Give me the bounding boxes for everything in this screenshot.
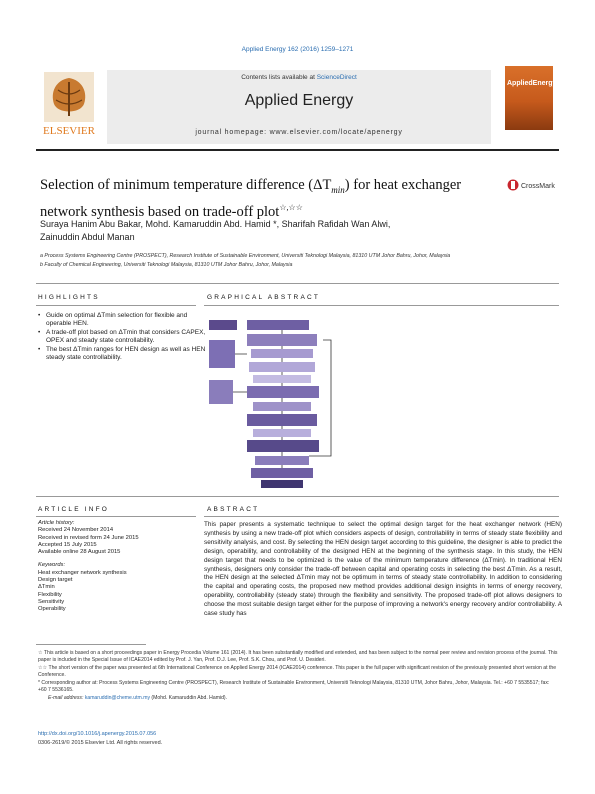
journal-homepage <box>107 129 491 136</box>
highlights-list <box>38 312 208 363</box>
title-footnote-marks[interactable]: ☆,☆☆ <box>279 202 303 212</box>
keywords-label: Keywords: <box>38 562 66 569</box>
article-info-heading: ARTICLE INFO <box>38 506 110 513</box>
abstract-rule <box>204 516 559 517</box>
journal-name: Applied Energy <box>244 92 354 109</box>
email-link[interactable]: kamaruddin@cheme.utm.my <box>84 694 150 701</box>
graphical-abstract-heading: GRAPHICAL ABSTRACT <box>207 294 321 301</box>
abstract-text: This paper presents a systematic technique to select the optimal design target for the heat exchanger network (HEN) synthesis by using a new trade-off plot which considers aspects of design, controllability in terms of steady state flexibility and sensitivity analysis, and cost. By selecting the HEN design target according to this guideline, the designer is able to predict the design, operability, and controllability of the designed HEN at the beginning of the synthesis stage. In this study, the HEN design target that needs to be optimized is the value of the minimum temperature difference (ΔTmin). In traditional HEN synthesis, designers only consider the trade-off between capital and operating costs in selecting the best ΔTmin. As a result, the HEN design at the selected ΔTmin may not be optimum in terms of steady state controllability. In addition to considering the capital and operating costs, the proposed new method provides additional design insights in terms of energy recovery, operability, controllability (steady state) through the flexibility and sensitivity. The proposed trade-off plot allows designers to choose the most suitable design target either for the purpose of improving a network's energy recovery and/or controllability. A case study has <box>204 521 562 618</box>
journal-cover-thumbnail[interactable] <box>505 66 557 130</box>
keyword: Flexibility <box>38 591 62 598</box>
contents-prefix: Contents lists available at <box>241 74 317 81</box>
footnote-1: ☆ This article is based on a short proceedings paper in Energy Procedia Volume 161 (2014). It has been substantially modified and extended, and has been subject to the normal peer review and revision process of the journal. This paper is included in the Special Issue of ICAE2014 edited by Prof. J. Yan, Prof. D.J. Lee, Prof. S.K. Chou, and Prof. U. Desideri. <box>38 650 558 664</box>
sciencedirect-link[interactable]: ScienceDirect <box>316 74 357 81</box>
graphical-abstract-flowchart[interactable] <box>207 316 357 490</box>
highlight-item: • Guide on optimal ΔTmin selection for flexible and operable HEN. <box>46 312 208 329</box>
article-info-rule <box>36 516 196 517</box>
keyword: Operability <box>38 606 66 613</box>
highlight-item: • A trade-off plot based on ΔTmin that considers CAPEX, OPEX and steady state controllability. <box>46 329 208 346</box>
cover-title: AppliedEnergy <box>507 80 557 87</box>
history-received: Received 24 November 2014 <box>38 527 114 534</box>
abstract-heading: ABSTRACT <box>207 506 260 513</box>
header-rule <box>36 149 559 151</box>
keyword: ΔTmin <box>38 584 55 591</box>
copyright-line: 0306-2619/© 2015 Elsevier Ltd. All rights reserved. <box>38 740 163 746</box>
elsevier-logo <box>36 70 102 140</box>
highlights-rule <box>36 305 196 306</box>
footnotes <box>38 650 558 702</box>
history-accepted: Accepted 15 July 2015 <box>38 541 97 548</box>
keyword: Heat exchanger network synthesis <box>38 569 127 576</box>
affiliation-rule <box>36 283 559 284</box>
contents-line <box>107 74 491 81</box>
keyword: Sensitivity <box>38 598 65 605</box>
corresponding-author-note: * Corresponding author at: Process Systems Engineering Centre (PROSPECT), Research Institute of Sustainable Environment, Universiti Teknologi Malaysia, 81310 UTM, Johor Bahru, Johor, Malaysia. Tel.: +60 7 5535517; fax: +60 7 5536165. <box>38 679 550 694</box>
affiliation-b: b Faculty of Chemical Engineering, Universiti Teknologi Malaysia, 81310 UTM Johor Bahru, Johor, Malaysia <box>40 262 293 268</box>
footnote-2: ☆☆ The short version of the paper was presented at 6th International Conference on Applied Energy 2014 (ICAE2014) conference. This paper is the full paper with significant revision of the previously presented short version at the Conference. <box>38 664 557 679</box>
email-line <box>38 695 558 702</box>
footnote-rule <box>36 644 146 645</box>
authors-line-2[interactable]: Zainuddin Abdul Manan <box>40 231 135 242</box>
title-part2: ) for heat exchanger network synthesis based on trade-off plot <box>40 177 462 220</box>
article-title <box>40 176 480 221</box>
graphical-abstract-rule <box>204 305 559 306</box>
title-part1: Selection of minimum temperature difference (ΔT <box>40 177 332 193</box>
article-info <box>38 520 188 614</box>
crossmark-badge[interactable] <box>507 178 559 192</box>
history-label: Article history: <box>38 520 75 526</box>
highlights-heading: HIGHLIGHTS <box>38 294 100 301</box>
homepage-prefix: journal homepage: <box>195 129 270 136</box>
section-rule <box>36 496 559 497</box>
authors-line-1[interactable]: Suraya Hanim Abu Bakar, Mohd. Kamaruddin Abd. Hamid *, Sharifah Rafidah Wan Alwi, <box>40 219 391 229</box>
author-list <box>40 218 540 243</box>
keyword: Design target <box>38 577 73 584</box>
highlight-item: • The best ΔTmin ranges for HEN design as well as HEN steady state controllability. <box>46 346 208 363</box>
email-label: E-mail address: <box>48 694 85 701</box>
journal-reference[interactable]: Applied Energy 162 (2016) 1259–1271 <box>241 46 354 53</box>
homepage-url[interactable]: www.elsevier.com/locate/apenergy <box>269 129 403 136</box>
history-online: Available online 28 August 2015 <box>38 549 121 556</box>
email-suffix: (Mohd. Kamaruddin Abd. Hamid). <box>150 694 228 701</box>
publisher-wordmark: ELSEVIER <box>43 125 95 137</box>
title-subscript: min <box>331 184 345 195</box>
crossmark-label: CrossMark <box>521 183 555 190</box>
history-revised: Received in revised form 24 June 2015 <box>38 534 139 541</box>
doi-link[interactable]: http://dx.doi.org/10.1016/j.apenergy.2015.07.056 <box>38 731 157 737</box>
affiliation-a: a Process Systems Engineering Centre (PROSPECT), Research Institute of Sustainable Environment, Universiti Teknologi Malaysia, 81310 UTM Johor Bahru, Johor, Malaysia <box>40 253 451 259</box>
